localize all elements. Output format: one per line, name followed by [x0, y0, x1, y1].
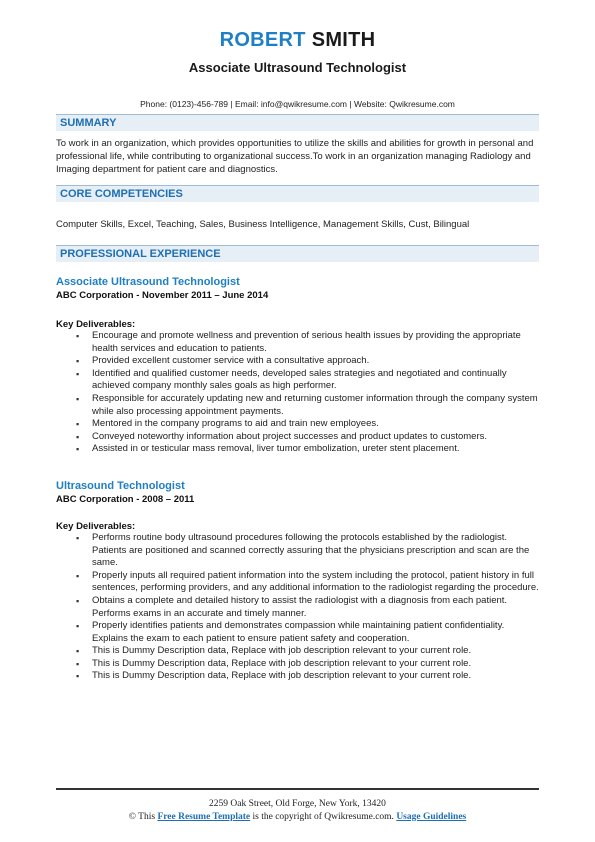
list-item: ▪ This is Dummy Description data, Replace with job description relevant to your current role.: [76, 670, 539, 683]
list-item: ▪ Performs routine body ultrasound procedures following the protocols established by the radiologist. Patients are positioned and scanned correctly assuring that the physicians prescription and scan are the same.: [76, 532, 539, 570]
deliverables-list: [56, 532, 539, 683]
list-item: ▪ Obtains a complete and detailed history to assist the radiologist with a diagnosis from each patient. Performs exams in an accurate and timely manner.: [76, 595, 539, 620]
job-company: ABC Corporation - 2008 – 2011: [56, 493, 195, 505]
resume-header: [56, 0, 539, 109]
copyright-text: is the copyright of Qwikresume.com.: [252, 812, 394, 822]
candidate-name: [56, 28, 539, 52]
list-item: ▪ This is Dummy Description data, Replace with job description relevant to your current role.: [76, 658, 539, 671]
competencies-text: Computer Skills, Excel, Teaching, Sales, Business Intelligence, Management Skills, Cust, Bilingual: [56, 219, 470, 230]
candidate-title: Associate Ultrasound Technologist: [188, 60, 407, 75]
free-resume-template-link[interactable]: Free Resume Template: [157, 812, 251, 822]
footer-copyright: [0, 812, 595, 822]
key-deliverables-label: Key Deliverables:: [56, 319, 136, 330]
page-footer: [0, 788, 595, 822]
first-name: ROBERT: [219, 29, 306, 51]
summary-heading: SUMMARY: [56, 114, 539, 131]
deliverables-list: [56, 330, 539, 456]
list-item: ▪ Identified and qualified customer needs, developed sales strategies and negotiated and continually achieved company monthly sales goals as high performer.: [76, 368, 539, 393]
job-company: ABC Corporation - November 2011 – June 2014: [56, 290, 269, 301]
job-title: Associate Ultrasound Technologist: [56, 276, 240, 288]
experience-heading: PROFESSIONAL EXPERIENCE: [56, 245, 539, 262]
list-item: ▪ Assisted in or testicular mass removal, liver tumor embolization, ureter stent placement.: [76, 443, 539, 456]
list-item: ▪ Mentored in the company programs to aid and train new employees.: [76, 418, 539, 431]
contact-line: Phone: (0123)-456-789 | Email: info@qwikresume.com | Website: Qwikresume.com: [140, 99, 455, 109]
job-entry: [56, 480, 539, 683]
job-entry: [56, 276, 539, 456]
summary-text: To work in an organization, which provides opportunities to utilize the skills and abilities for growth in personal and professional life, while contributing to organizational success.To work in an organization managing Radiology and Imaging department for patient care and diagnostics.: [56, 138, 534, 175]
copyright-prefix: © This: [128, 812, 156, 822]
key-deliverables-label: Key Deliverables:: [56, 520, 136, 532]
list-item: ▪ Properly identifies patients and demonstrates compassion while maintaining patient confidentiality. Explains the exam to each patient to ensure patient safety and cooperation.: [76, 620, 539, 645]
list-item: ▪ Conveyed noteworthy information about project successes and product updates to customers.: [76, 431, 539, 444]
job-title: Ultrasound Technologist: [56, 479, 185, 492]
list-item: ▪ Encourage and promote wellness and prevention of serious health issues by providing the appropriate health services and education to patients.: [76, 330, 539, 355]
usage-guidelines-link[interactable]: Usage Guidelines: [396, 812, 467, 822]
list-item: ▪ Properly inputs all required patient information into the system including the protocol, patient history in full sentences, performing providers, and any additional information to the radiologist regarding the procedure.: [76, 570, 539, 595]
list-item: ▪ Responsible for accurately updating new and returning customer information through the company system while also processing appointment payments.: [76, 393, 539, 418]
last-name: SMITH: [311, 29, 376, 51]
list-item: ▪ Provided excellent customer service with a consultative approach.: [76, 355, 539, 368]
list-item: ▪ This is Dummy Description data, Replace with job description relevant to your current role.: [76, 645, 539, 658]
competencies-heading: CORE COMPETENCIES: [56, 185, 539, 202]
footer-address: 2259 Oak Street, Old Forge, New York, 13420: [209, 799, 386, 809]
footer-divider: [56, 788, 539, 790]
